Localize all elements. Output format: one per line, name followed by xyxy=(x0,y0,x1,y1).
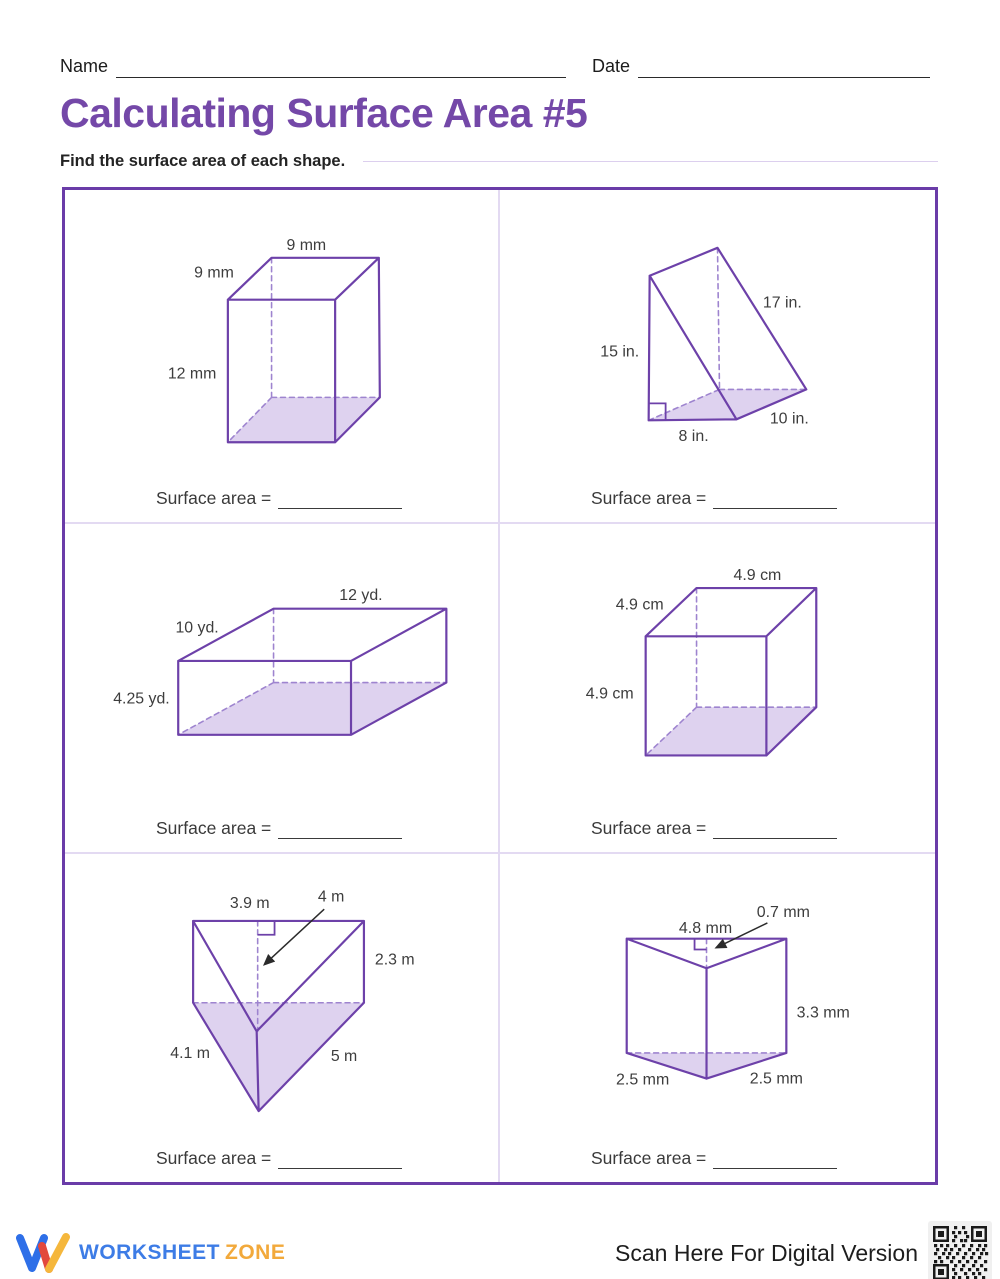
worksheetzone-logo-icon xyxy=(12,1230,74,1276)
surface-area-label: Surface area = xyxy=(156,1148,272,1168)
dim-top: 12 yd. xyxy=(339,586,383,604)
name-date-row xyxy=(60,56,930,78)
date-label: Date xyxy=(591,56,630,76)
name-blank xyxy=(116,58,566,78)
surface-area-row xyxy=(156,818,402,839)
surface-area-label: Surface area = xyxy=(591,818,707,838)
dim-height: 15 in. xyxy=(600,343,640,361)
dim-height: 3.3 mm xyxy=(796,1004,850,1022)
dim-depth: 4.9 cm xyxy=(615,596,664,614)
brand-zone: ZONE xyxy=(225,1241,286,1264)
dim-depth: 9 mm xyxy=(194,264,234,282)
dim-height: 4.9 cm xyxy=(585,685,634,703)
problem-2-cell xyxy=(500,190,935,524)
surface-area-label: Surface area = xyxy=(591,1148,707,1168)
right-angle-icon xyxy=(258,921,275,935)
cube-figure xyxy=(500,524,935,852)
dim-hypotenuse: 17 in. xyxy=(762,294,802,312)
surface-area-label: Surface area = xyxy=(591,488,707,508)
dim-top: 4.9 cm xyxy=(733,567,782,585)
surface-area-label: Surface area = xyxy=(156,488,272,508)
answer-blank xyxy=(278,1151,402,1170)
dim-left-side: 2.5 mm xyxy=(616,1071,670,1089)
dim-left-side: 4.1 m xyxy=(170,1044,210,1062)
dim-right-side: 2.5 mm xyxy=(749,1070,803,1088)
dim-height: 12 mm xyxy=(167,365,217,383)
qr-code xyxy=(928,1221,992,1279)
problem-1-cell xyxy=(65,190,500,524)
rectangular-prism-figure xyxy=(65,524,498,852)
problem-grid xyxy=(62,187,938,1185)
answer-blank xyxy=(713,821,837,840)
date-blank xyxy=(638,58,930,78)
dim-base: 8 in. xyxy=(678,428,709,446)
dim-depth: 10 in. xyxy=(769,410,809,428)
shaded-bottom-face xyxy=(178,683,446,735)
instruction-text: Find the surface area of each shape. xyxy=(60,152,346,170)
answer-blank xyxy=(713,1151,837,1170)
triangular-prism-figure xyxy=(65,854,498,1182)
surface-area-row xyxy=(591,1148,837,1169)
answer-blank xyxy=(278,821,402,840)
dim-altitude: 0.7 mm xyxy=(756,904,810,922)
surface-area-row xyxy=(156,488,402,509)
problem-4-cell xyxy=(500,524,935,854)
instruction-row xyxy=(60,152,938,171)
problem-5-cell xyxy=(65,854,500,1182)
dim-right-side: 5 m xyxy=(330,1047,358,1065)
rectangular-prism-figure xyxy=(65,190,498,522)
dim-base: 3.9 m xyxy=(229,895,270,913)
dim-depth: 2.3 m xyxy=(374,951,415,969)
triangular-prism-figure xyxy=(500,854,935,1182)
surface-area-label: Surface area = xyxy=(156,818,272,838)
dim-height: 4.25 yd. xyxy=(113,690,170,708)
triangular-prism-figure xyxy=(500,190,935,522)
problem-6-cell xyxy=(500,854,935,1182)
dimension-arrow xyxy=(265,909,325,964)
dim-top: 9 mm xyxy=(286,236,327,254)
problem-3-cell xyxy=(65,524,500,854)
surface-area-row xyxy=(591,488,837,509)
brand-logo xyxy=(12,1230,285,1276)
right-angle-icon xyxy=(695,939,707,950)
instruction-rule xyxy=(363,161,938,162)
dim-altitude: 4 m xyxy=(317,888,345,906)
page-title: Calculating Surface Area #5 xyxy=(60,90,588,136)
brand-worksheet: WORKSHEET xyxy=(79,1241,220,1264)
footer xyxy=(12,1226,992,1279)
dim-base: 4.8 mm xyxy=(678,919,733,937)
answer-blank xyxy=(278,491,402,510)
answer-blank xyxy=(713,491,837,510)
dim-depth: 10 yd. xyxy=(175,619,219,637)
name-label: Name xyxy=(60,56,109,76)
surface-area-row xyxy=(591,818,837,839)
scan-here-text: Scan Here For Digital Version xyxy=(615,1239,918,1266)
surface-area-row xyxy=(156,1148,402,1169)
